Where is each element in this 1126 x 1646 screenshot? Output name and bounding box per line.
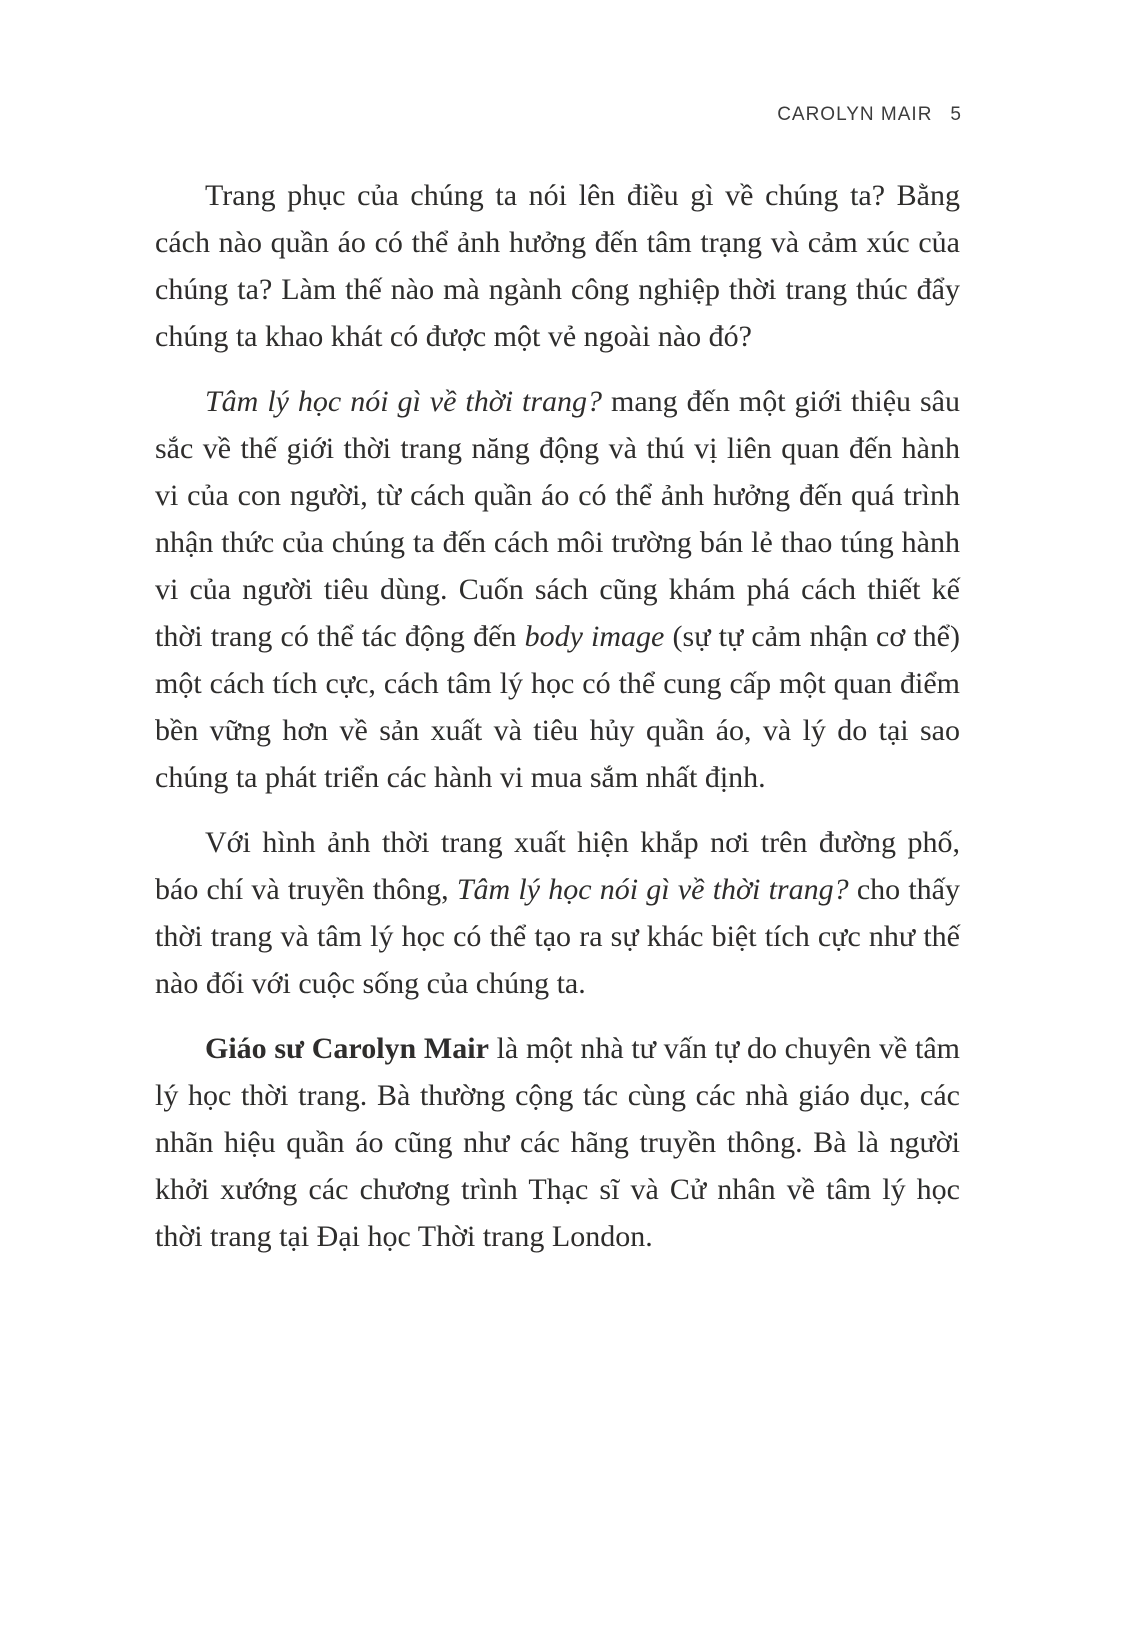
paragraph — [155, 819, 960, 1007]
text-run-normal: là một nhà tư vấn tự do chuyên về tâm lý học thời trang. Bà thường cộng tác cùng các nhà giáo dục, các nhãn hiệu quần áo cũng như các hãng truyền thông. Bà là người khởi xướng các chương trình Thạc sĩ và Cử nhân về tâm lý học thời trang tại Đại học Thời trang London. — [155, 1032, 960, 1253]
text-run-italic: body image — [524, 620, 665, 653]
body-paragraphs — [155, 172, 960, 1278]
header-author-name: CAROLYN MAIR — [777, 104, 933, 125]
text-run-normal: Trang phục của chúng ta nói lên điều gì về chúng ta? Bằng cách nào quần áo có thể ảnh hưởng đến tâm trạng và cảm xúc của chúng ta? Làm thế nào mà ngành công nghiệp thời trang thúc đẩy chúng ta khao khát có được một vẻ ngoài nào đó? — [155, 179, 960, 353]
text-run-italic: Tâm lý học nói gì về thời trang? — [205, 385, 603, 418]
running-header — [155, 104, 962, 126]
text-run-normal: (sự tự cảm nhận cơ thể) một cách tích cực, cách tâm lý học có thể cung cấp một quan điểm bền vững hơn về sản xuất và tiêu hủy quần áo, và lý do tại sao chúng ta phát triển các hành vi mua sắm nhất định. — [155, 620, 960, 794]
text-run-italic: Tâm lý học nói gì về thời trang? — [456, 873, 849, 906]
page-number: 5 — [950, 104, 962, 125]
text-run-normal: Với hình ảnh thời trang xuất hiện khắp nơi trên đường phố, báo chí và truyền thông, — [155, 826, 960, 906]
text-run-bold: Giáo sư Carolyn Mair — [205, 1032, 489, 1065]
paragraph — [155, 172, 960, 360]
text-run-normal: mang đến một giới thiệu sâu sắc về thế giới thời trang năng động và thú vị liên quan đến hành vi của con người, từ cách quần áo có thể ảnh hưởng đến quá trình nhận thức của chúng ta đến cách môi trường bán lẻ thao túng hành vi của người tiêu dùng. Cuốn sách cũng khám phá cách thiết kế thời trang có thể tác động đến — [155, 385, 960, 653]
paragraph — [155, 378, 960, 801]
text-run-normal: cho thấy thời trang và tâm lý học có thể tạo ra sự khác biệt tích cực như thế nào đối với cuộc sống của chúng ta. — [155, 873, 960, 1000]
paragraph — [155, 1025, 960, 1260]
